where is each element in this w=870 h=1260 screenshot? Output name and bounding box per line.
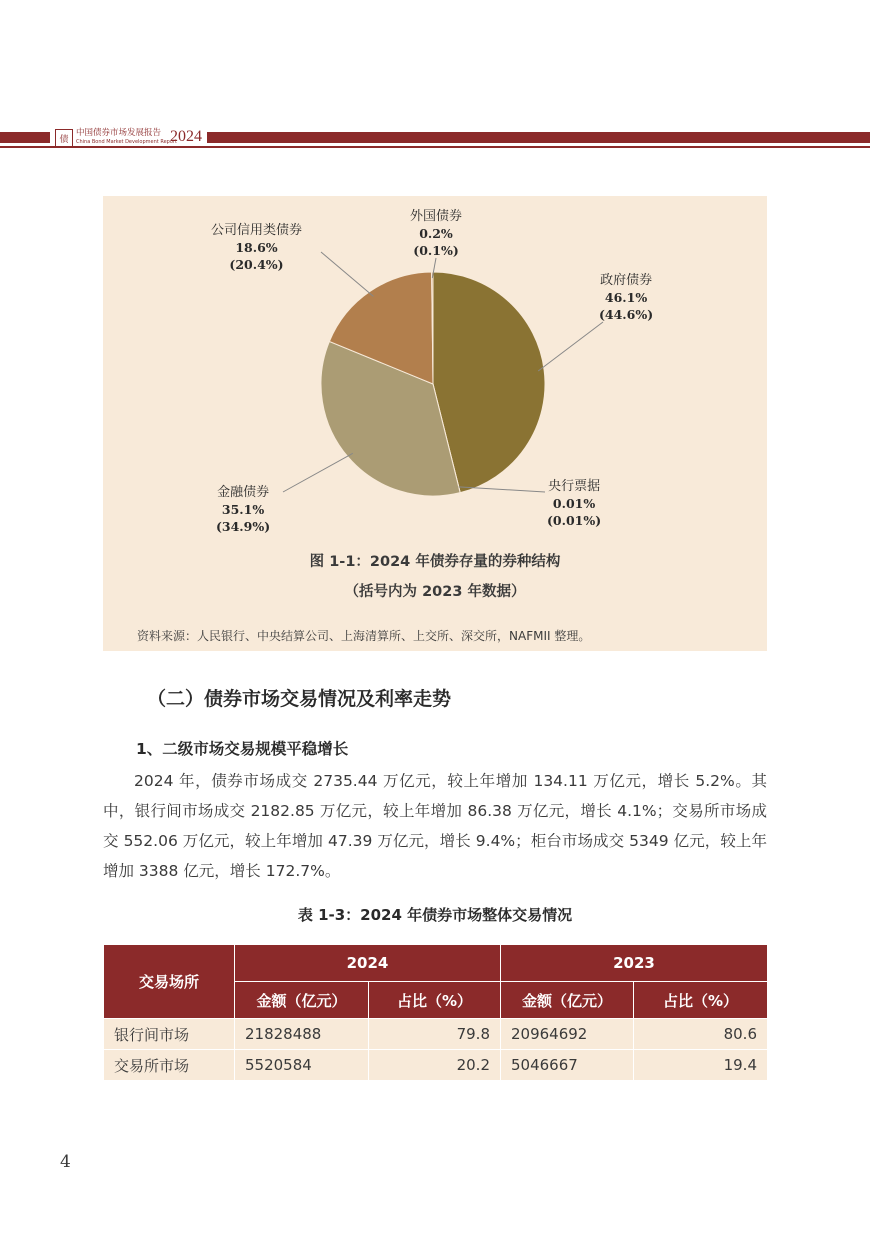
label-central-bank-bills <box>547 478 601 529</box>
page-number: 4 <box>60 1152 71 1172</box>
trading-volume-table <box>103 944 768 1081</box>
slice-name: 外国债券 <box>410 209 463 224</box>
slice-prev-value: (20.4%) <box>229 257 284 272</box>
figure-panel <box>103 196 767 651</box>
slice-value: 0.2% <box>419 226 453 241</box>
label-foreign-bonds <box>410 208 462 259</box>
figure-subtitle: （括号内为 2023 年数据） <box>344 584 526 600</box>
slice-name: 央行票据 <box>548 479 601 494</box>
slice-value: 46.1% <box>604 290 648 305</box>
share-2024-cell: 20.2 <box>369 1050 501 1081</box>
header-title-en: China Bond Market Development Report <box>76 139 177 145</box>
header-title <box>76 128 177 146</box>
slice-value: 0.01% <box>552 496 596 511</box>
slice-name: 金融债券 <box>217 485 270 500</box>
amount-2024-cell: 5520584 <box>235 1050 369 1081</box>
share-2023-cell: 19.4 <box>634 1050 768 1081</box>
leader-line <box>283 453 353 492</box>
table-row <box>104 1019 768 1050</box>
venue-cell: 交易所市场 <box>104 1050 235 1081</box>
label-government-bonds <box>599 272 653 323</box>
slice-name: 政府债券 <box>600 273 653 288</box>
figure-source: 资料来源：人民银行、中央结算公司、上海清算所、上交所、深交所，NAFMII 整理。 <box>137 629 591 643</box>
amount-2024-cell: 21828488 <box>235 1019 369 1050</box>
share-2024-cell: 79.8 <box>369 1019 501 1050</box>
amount-2023-cell: 5046667 <box>501 1050 634 1081</box>
share-2023-cell: 80.6 <box>634 1019 768 1050</box>
report-logo-icon: 债 <box>55 129 73 147</box>
amount-header-2024: 金额（亿元） <box>235 982 369 1019</box>
label-financial-bonds <box>216 484 270 535</box>
table-row <box>104 1050 768 1081</box>
header-title-cn: 中国债券市场发展报告 <box>76 128 162 138</box>
header-thin-rule <box>0 146 870 148</box>
slice-prev-value: (34.9%) <box>216 519 271 534</box>
slice-prev-value: (0.1%) <box>413 243 459 258</box>
year-2023-header: 2023 <box>501 945 768 982</box>
slice-prev-value: (0.01%) <box>547 513 602 528</box>
header-year: 2024 <box>170 128 202 145</box>
figure-title: 图 1-1：2024 年债券存量的券种结构 <box>309 554 561 570</box>
header-rule-right <box>207 132 870 143</box>
table-title: 表 1-3：2024 年债券市场整体交易情况 <box>297 906 573 924</box>
year-2024-header: 2024 <box>235 945 501 982</box>
share-header-2024: 占比（%） <box>369 982 501 1019</box>
amount-2023-cell: 20964692 <box>501 1019 634 1050</box>
table-header-row <box>104 945 768 982</box>
slice-value: 35.1% <box>221 502 265 517</box>
slice-name: 公司信用类债券 <box>211 223 303 238</box>
body-paragraph: 2024 年，债券市场成交 2735.44 万亿元，较上年增加 134.11 万亿元，增长 5.2%。其中，银行间市场成交 2182.85 万亿元，较上年增加 86.38 万亿元，增长 4.1%；交易所市场成交 552.06 万亿元，较上年增加 47.39 万亿元，增长 9.4%；柜台市场成交 5349 亿元，较上年增加 3388 亿元，增长 172.7%。 <box>103 772 767 880</box>
venue-header: 交易场所 <box>104 945 235 1019</box>
amount-header-2023: 金额（亿元） <box>501 982 634 1019</box>
venue-cell: 银行间市场 <box>104 1019 235 1050</box>
label-corporate-credit-bonds <box>211 222 302 273</box>
section-heading: （二）债券市场交易情况及利率走势 <box>147 688 452 710</box>
leader-line <box>321 252 373 296</box>
subsection-heading: 1、二级市场交易规模平稳增长 <box>136 740 349 758</box>
slice-prev-value: (44.6%) <box>599 307 654 322</box>
slice-value: 18.6% <box>235 240 278 255</box>
share-header-2023: 占比（%） <box>634 982 768 1019</box>
leader-line <box>538 322 603 371</box>
header-rule-left <box>0 132 50 143</box>
